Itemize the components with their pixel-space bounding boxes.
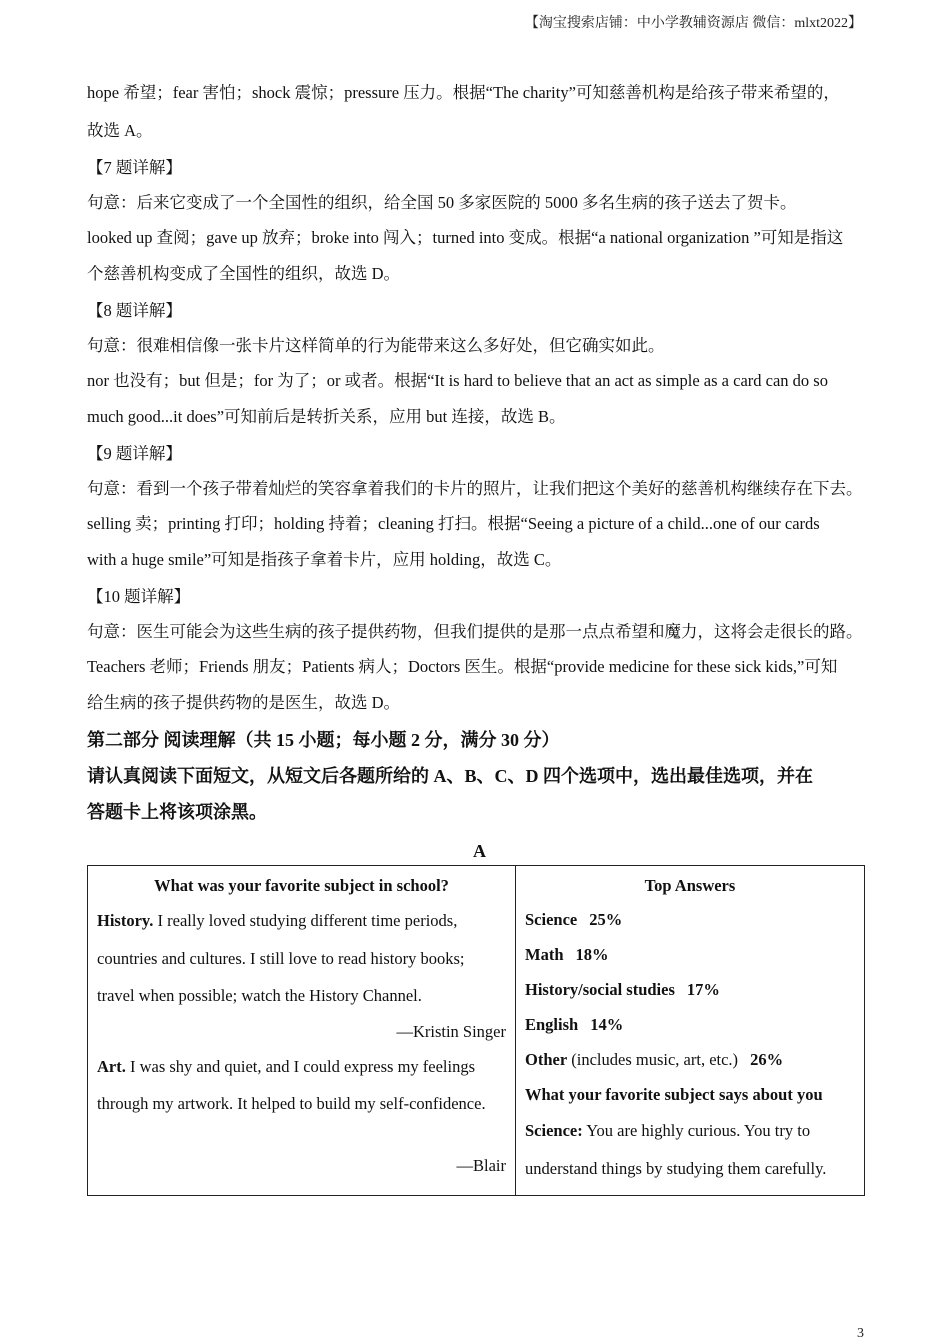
stat-label: Science xyxy=(525,910,578,929)
entry-text: through my artwork. It helped to build my self-confidence. xyxy=(97,1094,486,1113)
explanation-line: 句意：很难相信像一张卡片这样简单的行为能带来这么多好处，但它确实如此。 xyxy=(87,336,665,355)
entry-author: —Blair xyxy=(456,1155,506,1175)
science-text: You are highly curious. You try to xyxy=(582,1121,811,1140)
passage-label: A xyxy=(473,841,486,861)
entry-text: travel when possible; watch the History Channel. xyxy=(97,986,422,1005)
survey-table xyxy=(87,865,865,1196)
top-answers-column xyxy=(516,866,865,1196)
stat-row xyxy=(525,1042,855,1077)
explanation-line: 句意：后来它变成了一个全国性的组织，给全国 50 多家医院的 5000 多名生病的孩子送去了贺卡。 xyxy=(87,193,797,212)
question-heading-7: 【7 题详解】 xyxy=(87,158,182,177)
stat-label: English xyxy=(525,1015,579,1034)
science-text: understand things by studying them carefully. xyxy=(525,1158,827,1178)
column-header: Top Answers xyxy=(644,876,736,895)
stat-row xyxy=(525,972,855,1007)
science-label: Science: xyxy=(525,1121,583,1140)
stat-row xyxy=(525,902,855,937)
explanation-line: Teachers 老师；Friends 朋友；Patients 病人；Doctors 医生。根据“provide medicine for these sick kids,”可知 xyxy=(87,657,838,676)
explanation-section xyxy=(87,74,872,868)
explanation-line: 故选 A。 xyxy=(87,121,153,140)
section-instruction: 答题卡上将该项涂黑。 xyxy=(87,802,267,822)
column-header: What was your favorite subject in school? xyxy=(154,876,449,895)
explanation-line: looked up 查阅；gave up 放弃；broke into 闯入；turned into 变成。根据“a national organization ”可知是指这 xyxy=(87,228,844,247)
stat-percent: 14% xyxy=(590,1015,624,1034)
explanation-line: with a huge smile”可知是指孩子拿着卡片，应用 holding，故选 C。 xyxy=(87,550,562,569)
section-title: 第二部分 阅读理解（共 15 小题；每小题 2 分，满分 30 分） xyxy=(87,730,560,750)
entry-text: I was shy and quiet, and I could express my feelings xyxy=(125,1056,476,1076)
explanation-line: hope 希望；fear 害怕；shock 震惊；pressure 压力。根据“The charity”可知慈善机构是给孩子带来希望的， xyxy=(87,83,840,102)
stat-percent: 26% xyxy=(750,1050,784,1069)
favorite-subject-column xyxy=(88,866,516,1196)
stat-percent: 17% xyxy=(686,980,720,999)
stat-percent: 25% xyxy=(589,910,623,929)
section-instruction: 请认真阅读下面短文，从短文后各题所给的 A、B、C、D 四个选项中，选出最佳选项，并在 xyxy=(87,766,813,786)
stat-label: Other xyxy=(525,1050,568,1069)
entry-text: I really loved studying different time periods, xyxy=(153,911,458,930)
explanation-line: 给生病的孩子提供药物的是医生，故选 D。 xyxy=(87,693,401,712)
stat-percent: 18% xyxy=(575,945,609,964)
explanation-line: 句意：医生可能会为这些生病的孩子提供药物，但我们提供的是那一点点希望和魔力，这将会走很长的路。 xyxy=(87,622,863,641)
entry-subject: Art. xyxy=(97,1056,126,1076)
entry-author: —Kristin Singer xyxy=(396,1021,506,1041)
stat-row xyxy=(525,937,855,972)
stat-row xyxy=(525,1007,855,1042)
explanation-line: much good...it does”可知前后是转折关系，应用 but 连接，故选 B。 xyxy=(87,407,566,426)
explanation-line: nor 也没有；but 但是；for 为了；or 或者。根据“It is hard to believe that an act as simple as a card can do so xyxy=(87,371,828,390)
question-heading-8: 【8 题详解】 xyxy=(87,301,182,320)
science-meaning xyxy=(525,1112,855,1150)
history-entry xyxy=(97,902,506,940)
art-entry xyxy=(97,1048,506,1086)
subject-meaning-header: What your favorite subject says about you xyxy=(525,1085,823,1104)
question-heading-10: 【10 题详解】 xyxy=(87,587,191,606)
entry-text: countries and cultures. I still love to read history books; xyxy=(97,948,465,968)
explanation-line: 句意：看到一个孩子带着灿烂的笑容拿着我们的卡片的照片，让我们把这个美好的慈善机构继续存在下去。 xyxy=(87,479,863,498)
page-number: 3 xyxy=(857,1326,864,1341)
explanation-line: 个慈善机构变成了全国性的组织，故选 D。 xyxy=(87,264,401,283)
stat-label: History/social studies xyxy=(525,980,675,999)
stat-note: (includes music, art, etc.) xyxy=(567,1050,739,1069)
entry-subject: History. xyxy=(97,911,154,930)
header-note: 【淘宝搜索店铺：中小学教辅资源店 微信：mlxt2022】 xyxy=(524,16,862,31)
question-heading-9: 【9 题详解】 xyxy=(87,444,182,463)
stat-label: Math xyxy=(525,945,564,964)
explanation-line: selling 卖；printing 打印；holding 持着；cleaning 打扫。根据“Seeing a picture of a child...one of our cards xyxy=(87,514,820,533)
